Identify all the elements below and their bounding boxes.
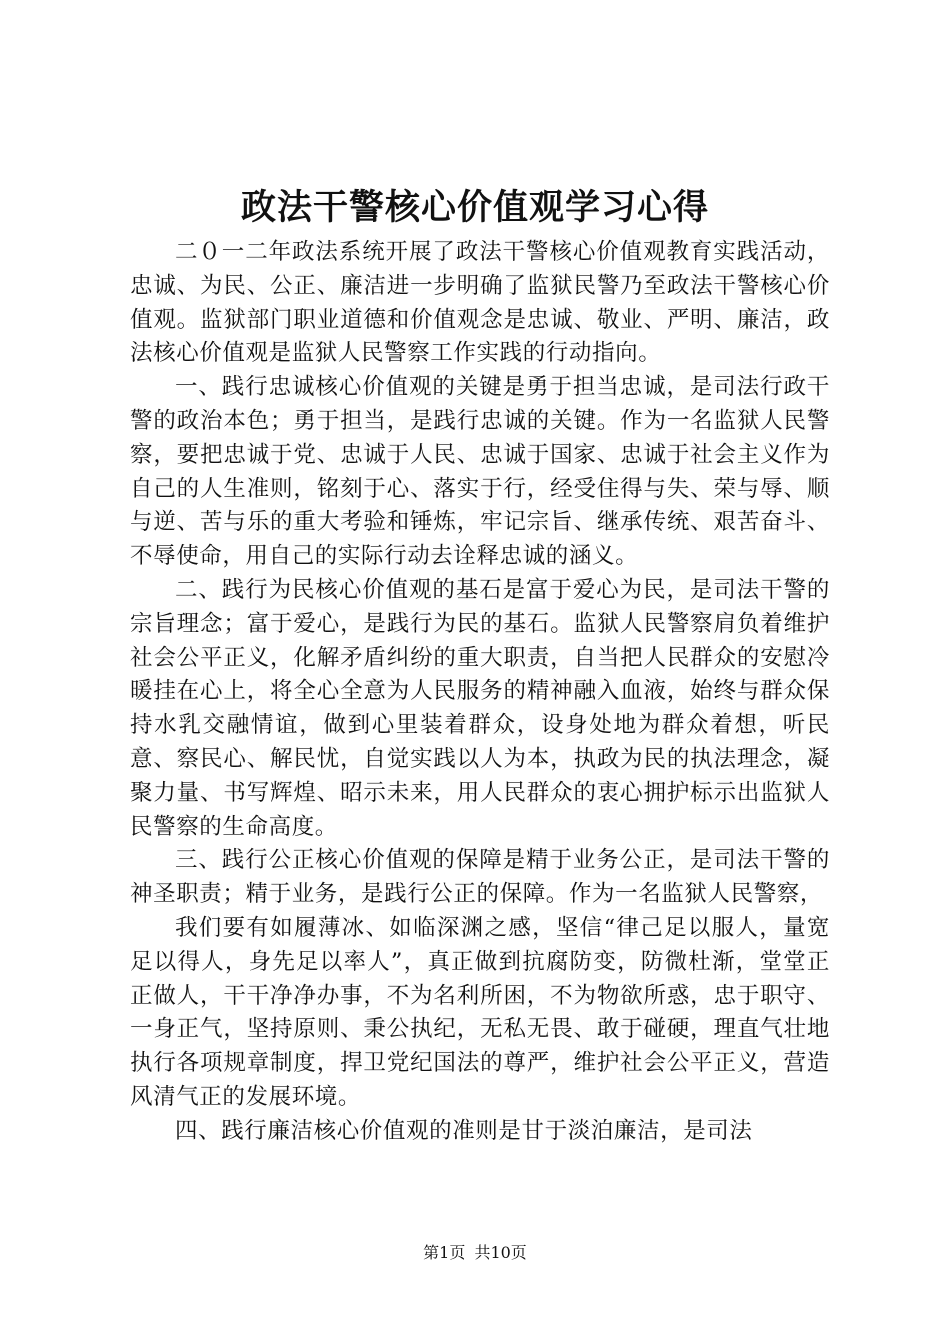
paragraph-loyalty: 一、践行忠诚核心价值观的关键是勇于担当忠诚，是司法行政干警的政治本色；勇于担当，是践行忠诚的关键。作为一名监狱人民警察，要把忠诚于党、忠诚于人民、忠诚于国家、忠诚于社会主义作为自己的人生准则，铭刻于心、落实于行，经受住得与失、荣与辱、顺与逆、苦与乐的重大考验和锤炼，牢记宗旨、继承传统、艰苦奋斗、不辱使命，用自己的实际行动去诠释忠诚的涵义。 <box>130 374 830 570</box>
document-body <box>130 236 830 1149</box>
paragraph-serve-people: 二、践行为民核心价值观的基石是富于爱心为民，是司法干警的宗旨理念；富于爱心，是践行为民的基石。监狱人民警察肩负着维护社会公平正义，化解矛盾纠纷的重大职责，自当把人民群众的安慰冷暖挂在心上，将全心全意为人民服务的精神融入血液，始终与群众保持水乳交融情谊，做到心里装着群众，设身处地为群众着想，听民意、察民心、解民忧，自觉实践以人为本，执政为民的执法理念，凝聚力量、书写辉煌、昭示未来，用人民群众的衷心拥护标示出监狱人民警察的生命高度。 <box>130 576 830 840</box>
paragraph-justice: 三、践行公正核心价值观的保障是精于业务公正，是司法干警的神圣职责；精于业务，是践行公正的保障。作为一名监狱人民警察， <box>130 847 830 908</box>
page-number-footer: 第1页 共10页 <box>423 1243 527 1262</box>
paragraph-integrity-conduct: 我们要有如履薄冰、如临深渊之感，坚信“律己足以服人，量宽足以得人，身先足以率人”，真正做到抗腐防变，防微杜渐，堂堂正正做人，干干净净办事，不为名利所困，不为物欲所惑，忠于职守、一身正气，坚持原则、秉公执纪，无私无畏、敢于碰硬，理直气壮地执行各项规章制度，捍卫党纪国法的尊严，维护社会公平正义，营造风清气正的发展环境。 <box>130 914 830 1110</box>
paragraph-intro: 二０一二年政法系统开展了政法干警核心价值观教育实践活动，忠诚、为民、公正、廉洁进一步明确了监狱民警乃至政法干警核心价值观。监狱部门职业道德和价值观念是忠诚、敬业、严明、廉洁，政法核心价值观是监狱人民警察工作实践的行动指向。 <box>130 239 830 367</box>
paragraph-clean-government: 四、践行廉洁核心价值观的准则是甘于淡泊廉洁，是司法 <box>175 1117 753 1144</box>
document-title: 政法干警核心价值观学习心得 <box>240 187 709 228</box>
